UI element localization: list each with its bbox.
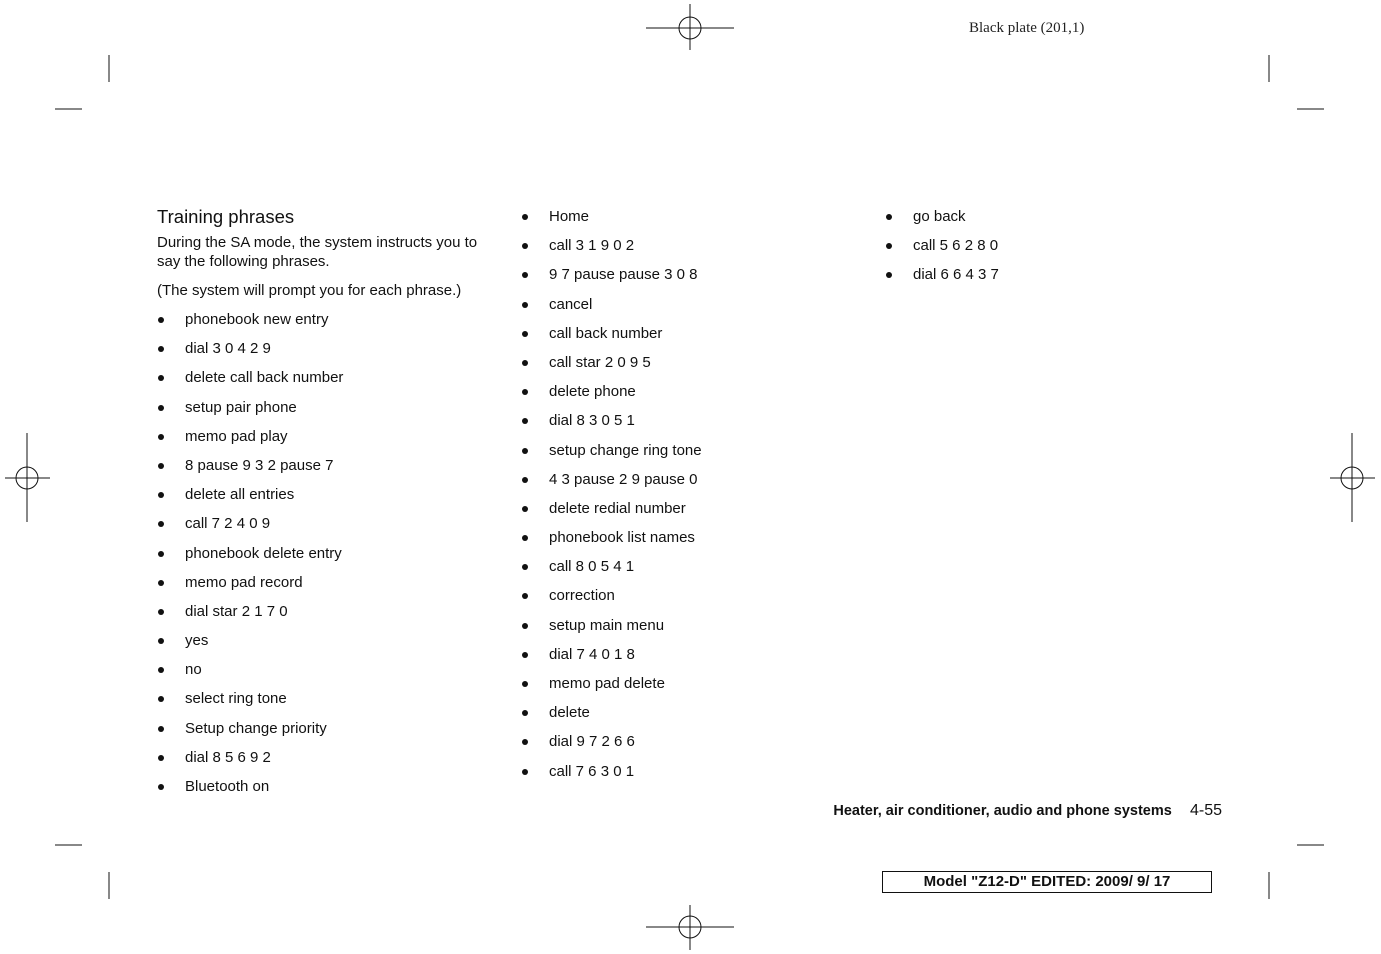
- bullet-icon: [158, 667, 164, 673]
- intro-note: (The system will prompt you for each phrase.): [157, 282, 462, 299]
- bullet-icon: [158, 609, 164, 615]
- phrase-list-item: [521, 295, 702, 324]
- bullet-icon: [522, 477, 528, 483]
- phrase-text: phonebook new entry: [185, 311, 329, 328]
- bullet-icon: [158, 463, 164, 469]
- bullet-icon: [522, 710, 528, 716]
- phrase-text: dial 7 4 0 1 8: [549, 645, 635, 663]
- bullet-icon: [158, 434, 164, 440]
- page-number: 4-55: [1189, 802, 1222, 819]
- bullet-icon: [522, 360, 528, 366]
- bullet-icon: [158, 346, 164, 352]
- bullet-icon: [522, 418, 528, 424]
- bullet-icon: [522, 243, 528, 249]
- phrase-list-item: [521, 265, 702, 294]
- bullet-icon: [522, 506, 528, 512]
- phrase-list-item: [157, 427, 343, 456]
- bullet-icon: [522, 652, 528, 658]
- phrase-list-item: [521, 586, 702, 615]
- bullet-icon: [522, 681, 528, 687]
- phrase-list-item: [521, 353, 702, 382]
- phrase-list-column-2: [521, 207, 702, 791]
- bullet-icon: [158, 755, 164, 761]
- bullet-icon: [522, 214, 528, 220]
- phrase-text: dial 8 3 0 5 1: [549, 412, 635, 430]
- phrase-text: dial 6 6 4 3 7: [913, 266, 999, 284]
- bullet-icon: [522, 623, 528, 629]
- phrase-text: correction: [549, 587, 615, 605]
- phrase-text: delete all entries: [185, 486, 295, 504]
- bullet-icon: [522, 272, 528, 278]
- bullet-icon: [158, 405, 164, 411]
- phrase-list-item: [157, 514, 343, 543]
- phrase-list-item: [157, 689, 343, 718]
- bullet-icon: [158, 317, 164, 323]
- section-heading: Training phrases: [157, 206, 295, 227]
- phrase-text: call star 2 0 9 5: [549, 353, 651, 371]
- phrase-text: dial star 2 1 7 0: [185, 602, 288, 620]
- phrase-list-item: [157, 660, 343, 689]
- phrase-list-item: [521, 616, 702, 645]
- phrase-list-item: [521, 557, 702, 586]
- phrase-text: 8 pause 9 3 2 pause 7: [185, 456, 334, 474]
- phrase-list-item: [521, 236, 702, 265]
- phrase-list-item: [157, 573, 343, 602]
- phrase-list-item: [521, 528, 702, 557]
- phrase-text: setup pair phone: [185, 398, 297, 416]
- intro-paragraph: During the SA mode, the system instructs you to say the following phrases.: [157, 234, 478, 270]
- phrase-list-item: [521, 382, 702, 411]
- footer-section-title: Heater, air conditioner, audio and phone systems: [833, 803, 1172, 819]
- phrase-text: setup change ring tone: [549, 441, 702, 459]
- phrase-list-item: [521, 441, 702, 470]
- phrase-list-item: [521, 645, 702, 674]
- phrase-list-item: [157, 368, 343, 397]
- phrase-list-item: [521, 703, 702, 732]
- phrase-list-item: [521, 470, 702, 499]
- phrase-text: call 5 6 2 8 0: [913, 237, 999, 255]
- bullet-icon: [522, 331, 528, 337]
- phrase-list-column-1: [157, 310, 343, 806]
- bullet-icon: [886, 243, 892, 249]
- bullet-icon: [522, 302, 528, 308]
- phrase-text: 9 7 pause pause 3 0 8: [549, 266, 698, 284]
- section-intro: [157, 233, 502, 300]
- bullet-icon: [158, 375, 164, 381]
- phrase-text: cancel: [549, 295, 593, 313]
- phrase-text: phonebook delete entry: [185, 544, 342, 562]
- phrase-list-item: [521, 732, 702, 761]
- phrase-text: phonebook list names: [549, 529, 695, 547]
- bullet-icon: [158, 580, 164, 586]
- phrase-text: dial 3 0 4 2 9: [185, 340, 271, 358]
- phrase-list-item: [521, 207, 702, 236]
- phrase-list-item: [157, 339, 343, 368]
- phrase-text: memo pad delete: [549, 675, 665, 692]
- bullet-icon: [158, 784, 164, 790]
- phrase-text: go back: [913, 208, 966, 225]
- bullet-icon: [158, 492, 164, 498]
- phrase-text: dial 9 7 2 6 6: [549, 733, 635, 751]
- phrase-text: no: [185, 661, 202, 679]
- phrase-text: call 7 2 4 0 9: [185, 515, 271, 533]
- phrase-list-item: [157, 398, 343, 427]
- phrase-text: Home: [549, 208, 590, 225]
- bullet-icon: [522, 769, 528, 775]
- phrase-text: setup main menu: [549, 616, 665, 634]
- phrase-list-item: [157, 544, 343, 573]
- bullet-icon: [158, 521, 164, 527]
- phrase-text: call 7 6 3 0 1: [549, 762, 635, 780]
- phrase-list-column-3: [885, 207, 999, 295]
- phrase-list-item: [885, 236, 999, 265]
- phrase-list-item: [521, 411, 702, 440]
- phrase-text: yes: [185, 632, 209, 650]
- phrase-list-item: [157, 719, 343, 748]
- bullet-icon: [522, 593, 528, 599]
- bullet-icon: [522, 535, 528, 541]
- bullet-icon: [522, 564, 528, 570]
- page-footer: [833, 802, 1222, 820]
- phrase-list-item: [157, 777, 343, 806]
- phrase-text: Setup change priority: [185, 719, 327, 737]
- phrase-list-item: [885, 265, 999, 294]
- phrase-list-item: [157, 602, 343, 631]
- bullet-icon: [522, 389, 528, 395]
- phrase-list-item: [157, 631, 343, 660]
- phrase-list-item: [521, 762, 702, 791]
- phrase-text: delete redial number: [549, 499, 686, 517]
- model-edit-label: Model "Z12-D" EDITED: 2009/ 9/ 17: [882, 871, 1212, 893]
- phrase-text: memo pad record: [185, 573, 303, 591]
- phrase-text: delete: [549, 704, 590, 722]
- phrase-text: call back number: [549, 324, 663, 342]
- phrase-text: select ring tone: [185, 690, 287, 708]
- phrase-list-item: [521, 324, 702, 353]
- bullet-icon: [522, 739, 528, 745]
- phrase-text: dial 8 5 6 9 2: [185, 748, 271, 766]
- bullet-icon: [522, 448, 528, 454]
- phrase-list-item: [157, 748, 343, 777]
- bullet-icon: [158, 696, 164, 702]
- phrase-text: call 3 1 9 0 2: [549, 237, 635, 255]
- phrase-text: delete call back number: [185, 369, 344, 387]
- phrase-text: Bluetooth on: [185, 778, 270, 795]
- bullet-icon: [886, 272, 892, 278]
- phrase-text: delete phone: [549, 383, 636, 401]
- phrase-list-item: [885, 207, 999, 236]
- phrase-list-item: [521, 674, 702, 703]
- phrase-text: 4 3 pause 2 9 pause 0: [549, 470, 698, 488]
- plate-label: Black plate (201,1): [969, 20, 1085, 36]
- bullet-icon: [158, 551, 164, 557]
- bullet-icon: [158, 726, 164, 732]
- phrase-list-item: [157, 310, 343, 339]
- phrase-list-item: [157, 456, 343, 485]
- phrase-text: call 8 0 5 4 1: [549, 558, 635, 576]
- phrase-text: memo pad play: [185, 427, 288, 445]
- phrase-list-item: [521, 499, 702, 528]
- bullet-icon: [886, 214, 892, 220]
- bullet-icon: [158, 638, 164, 644]
- phrase-list-item: [157, 485, 343, 514]
